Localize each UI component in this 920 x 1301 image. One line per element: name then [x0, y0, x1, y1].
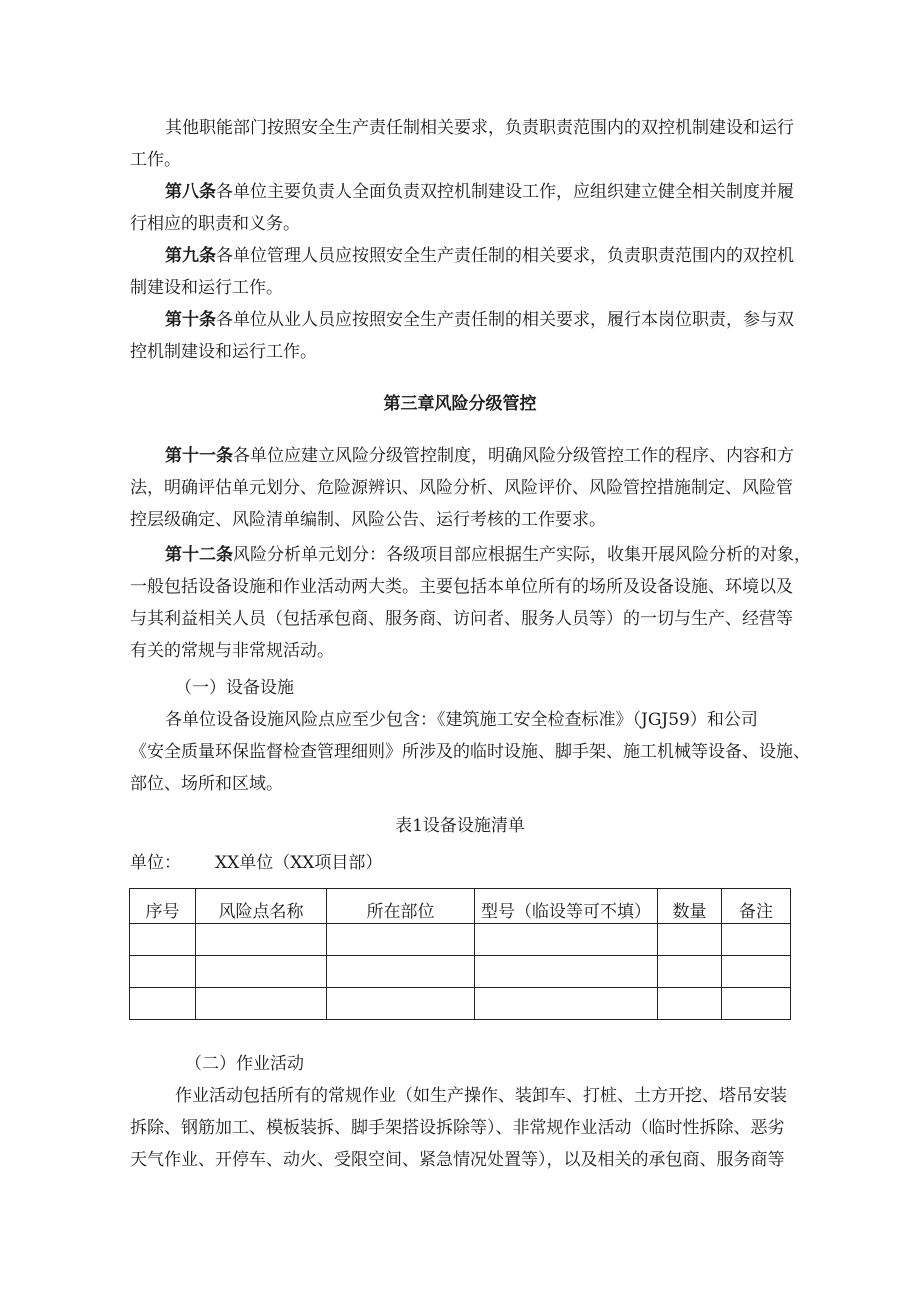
facility-table: [129, 888, 791, 1020]
article-8: [165, 182, 794, 202]
paragraph-line: 控层级确定、风险清单编制、风险公告、运行考核的工作要求。: [130, 510, 606, 530]
unit-label: 单位：: [130, 853, 181, 873]
article-text: 各单位主要负责人全面负责双控机制建设工作，应组织建立健全相关制度并履: [216, 182, 794, 202]
article-text: 风险分析单元划分：各级项目部应根据生产实际，收集开展风险分析的对象，: [233, 545, 811, 565]
table-cell: [327, 924, 475, 956]
article-11: [165, 446, 794, 466]
table-cell: [722, 924, 791, 956]
article-10: [165, 310, 794, 330]
article-title: 第九条: [165, 246, 216, 266]
article-text: 各单位管理人员应按照安全生产责任制的相关要求，负责职责范围内的双控机: [216, 246, 794, 266]
table-cell: [475, 956, 658, 988]
paragraph-line: 与其利益相关人员（包括承包商、服务商、访问者、服务人员等）的一切与生产、经营等: [130, 609, 793, 629]
table-caption: 表1设备设施清单: [395, 816, 525, 836]
article-title: 第十一条: [165, 446, 233, 466]
table-row: [130, 988, 791, 1020]
header-cell: 风险点名称: [196, 889, 327, 924]
table-cell: [130, 924, 196, 956]
header-cell: 序号: [130, 889, 196, 924]
article-title: 第八条: [165, 182, 216, 202]
article-text: 各单位从业人员应按照安全生产责任制的相关要求，履行本岗位职责，参与双: [216, 310, 794, 330]
table-row: [130, 924, 791, 956]
section-heading: （二）作业活动: [185, 1054, 304, 1074]
paragraph-line: 《安全质量环保监督检查管理细则》所涉及的临时设施、脚手架、施工机械等设备、设施、: [130, 742, 810, 762]
article-title: 第十二条: [165, 545, 233, 565]
paragraph-line: 作业活动包括所有的常规作业（如生产操作、装卸车、打桩、土方开挖、塔吊安装: [175, 1086, 787, 1106]
header-cell: 备注: [722, 889, 791, 924]
header-cell: 数量: [658, 889, 722, 924]
unit-value: XX单位（XX项目部）: [215, 853, 383, 873]
table-cell: [196, 924, 327, 956]
table-cell: [722, 988, 791, 1020]
section-heading: （一）设备设施: [175, 678, 294, 698]
article-text: 各单位应建立风险分级管控制度，明确风险分级管控工作的程序、内容和方: [233, 446, 794, 466]
paragraph-line: 有关的常规与非常规活动。: [130, 641, 334, 661]
paragraph-line: 其他职能部门按照安全生产责任制相关要求，负责职责范围内的双控机制建设和运行: [165, 118, 794, 138]
article-title: 第十条: [165, 310, 216, 330]
paragraph-line: 部位、场所和区域。: [130, 774, 283, 794]
paragraph-line: 行相应的职责和义务。: [130, 214, 300, 234]
table-cell: [475, 988, 658, 1020]
table-cell: [658, 924, 722, 956]
table-cell: [658, 988, 722, 1020]
table-cell: [658, 956, 722, 988]
paragraph-line: 法，明确评估单元划分、危险源辨识、风险分析、风险评价、风险管控措施制定、风险管: [130, 478, 793, 498]
paragraph-line: 控机制建设和运行工作。: [130, 342, 317, 362]
header-cell: 型号（临设等可不填）: [475, 889, 658, 924]
table-cell: [475, 924, 658, 956]
article-12: [165, 545, 811, 565]
paragraph-line: 一般包括设备设施和作业活动两大类。主要包括本单位所有的场所及设备设施、环境以及: [130, 577, 793, 597]
table-header-row: [130, 889, 791, 924]
table-row: [130, 956, 791, 988]
paragraph-line: 工作。: [130, 150, 181, 170]
paragraph-line: 各单位设备设施风险点应至少包含：《建筑施工安全检查标准》（JGJ59）和公司: [165, 710, 758, 730]
chapter-heading: 第三章风险分级管控: [383, 394, 537, 414]
table-cell: [722, 956, 791, 988]
table-cell: [130, 988, 196, 1020]
paragraph-line: 制建设和运行工作。: [130, 278, 283, 298]
table-cell: [327, 956, 475, 988]
table-cell: [130, 956, 196, 988]
paragraph-line: 拆除、钢筋加工、模板装拆、脚手架搭设拆除等）、非常规作业活动（临时性拆除、恶劣: [130, 1118, 785, 1138]
table-cell: [196, 988, 327, 1020]
header-cell: 所在部位: [327, 889, 475, 924]
article-9: [165, 246, 794, 266]
table-cell: [196, 956, 327, 988]
paragraph-line: 天气作业、开停车、动火、受限空间、紧急情况处置等），以及相关的承包商、服务商等: [130, 1150, 785, 1170]
table-cell: [327, 988, 475, 1020]
